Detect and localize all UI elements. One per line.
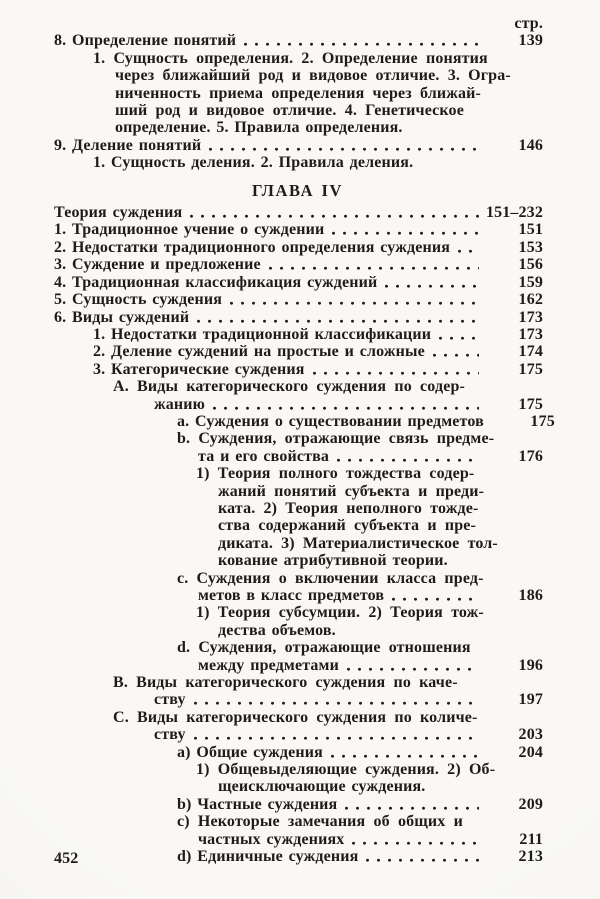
dot-leader [432,343,479,360]
toc-entry-line [52,85,543,102]
header-spacer [59,15,479,32]
toc-page-number: 209 [518,795,543,813]
toc-entry-text: метов в класс предметов [198,587,385,604]
dot-leader [268,256,479,273]
toc-entry-line [52,154,543,171]
toc-page-number: 151–232 [485,204,543,222]
toc-entry-text: B. Виды категорического суждения по каче- [113,674,458,692]
toc-entry-line [52,657,543,674]
dot-leader [330,744,479,761]
toc-entry-line [52,119,543,136]
toc-entry-line [52,761,543,778]
toc-page-number: 203 [518,726,543,744]
toc-entry-text: 3. Суждение и предложение [54,256,261,274]
toc-entry-text: 9. Деление понятий [54,136,202,154]
toc-entry-text: 1) Теория полного тождества содер- [196,465,475,483]
toc-entry-line [52,691,543,708]
dot-leader [243,32,479,49]
toc-entry-line [52,204,543,221]
dot-leader [344,796,479,813]
toc-page-number: 159 [518,273,543,291]
toc-entry-text: частных суждениях [198,830,345,848]
toc-entry-text: через ближайший род и видовое отличие. 3. Огра- [115,67,511,85]
toc-page-number: 156 [518,256,543,274]
toc-entry-line [52,848,543,865]
toc-entry-text: диката. 3) Материалистическое тол- [218,534,498,552]
dot-leader [312,361,479,378]
toc-page-number: 151 [518,221,543,239]
toc-entry-text: ший род и видовое отличие. 4. Генетическое [115,102,464,120]
toc-entry-line [52,570,543,587]
toc-entry-line [52,396,543,413]
toc-entry-text: 6. Виды суждений [54,308,190,326]
toc-page-number: 174 [518,343,543,361]
toc-page-number: 173 [518,325,543,343]
toc-page-number: 175 [518,395,543,413]
toc-entry-line [52,448,543,465]
toc-entry-text: ству [154,726,186,744]
toc-entry-text: d) Единичные суждения [177,848,359,866]
toc-entry-line [52,778,543,795]
toc-entry-text: жаний понятий субъекта и преди- [218,482,485,500]
toc-entry-text: 1. Сущность деления. 2. Правила деления. [93,154,414,172]
dot-leader [438,326,479,343]
toc-entry-text: b) Частные суждения [177,795,338,813]
toc-page-number: 175 [518,360,543,378]
toc-entry-line [52,483,543,500]
chapter-heading: ГЛАВА IV [252,180,343,200]
dot-leader [229,291,479,308]
dot-leader [384,274,479,291]
toc-page-number: 197 [518,691,543,709]
toc-entry-line [52,709,543,726]
toc-entry-text: ниченность приема определения через ближай- [115,84,481,102]
toc-entry-line [52,552,543,569]
toc-entry-text: 1) Общевыделяющие суждения. 2) Об- [196,761,496,779]
toc-entry-line [52,587,543,604]
toc-entry-text: жанию [154,395,206,413]
toc-entry-line [52,622,543,639]
toc-entry-text: C. Виды категорического суждения по количе- [113,708,478,726]
toc-page-number: 162 [518,291,543,309]
toc-entry-line [52,412,555,430]
toc-entry-line [52,430,543,447]
toc-entry-line [52,221,543,238]
toc-entry-line [52,604,543,621]
dot-leader [457,239,479,256]
toc-entry-text: d. Суждения, отражающие отношения [177,639,471,657]
toc-entry-text: c. Суждения о включении класса пред- [177,569,484,587]
toc-entry-text: кование атрибутивной теории. [218,552,448,570]
toc-entry-line [52,309,543,326]
toc-entry-line [52,67,543,84]
toc-content [52,15,555,866]
dot-leader [391,587,479,604]
toc-entry-text: 1. Недостатки традиционной классификации [93,325,432,343]
toc-entry-text: 8. Определение понятий [54,32,237,50]
toc-entry-line [52,50,543,67]
toc-entry-text: 1) Теория субсумции. 2) Теория тож- [196,604,484,622]
toc-entry-text: c) Некоторые замечания об общих и [177,813,463,831]
toc-entry-line [52,291,543,308]
toc-page-number: 173 [518,308,543,326]
toc-page-number: 146 [518,136,543,154]
toc-entry-text: 1. Традиционное учение о суждении [54,221,325,239]
toc-page-number: 153 [518,238,543,256]
toc-entry-line [52,744,543,761]
toc-entry-text: 1. Сущность определения. 2. Определение понятия [93,49,488,67]
toc-entry-text: Теория суждения [54,204,183,222]
dot-leader [208,137,479,154]
toc-entry-text: ству [154,691,186,709]
toc-entry-line [52,326,543,343]
dot-leader [346,657,479,674]
toc-entry-text: a) Общие суждения [177,743,323,761]
toc-entry-line [52,517,543,534]
toc-entry-line [52,726,543,743]
toc-entry-text: А. Виды категорического суждения по содер- [113,378,465,396]
toc-entry-text: 2. Деление суждений на простые и сложные [93,343,425,361]
toc-entry-line [52,674,543,691]
toc-entry-line [52,102,543,119]
toc-page-number: 186 [518,587,543,604]
toc-entry-line [52,274,543,291]
toc-entry-line [52,239,543,256]
dot-leader [336,448,479,465]
toc-entry-text: ства содержаний субъекта и пре- [218,517,476,535]
toc-entry-text: между предметами [198,656,339,674]
dot-leader [331,221,479,238]
dot-leader [351,831,479,848]
table-of-contents [52,32,555,866]
toc-entry-line [52,535,543,552]
toc-page-number: 211 [519,830,543,848]
folio-page-number: 452 [54,850,79,867]
toc-page-number: 204 [518,743,543,761]
toc-entry-text: ката. 2) Теория неполного тожде- [218,499,479,517]
toc-entry-line [52,813,543,830]
toc-entry-text: та и его свойства [198,447,330,465]
toc-entry-text: a. Суждения о существовании предметов [177,412,484,430]
toc-page-number: 139 [518,32,543,50]
toc-entry-text: определение. 5. Правила определения. [115,119,403,137]
toc-entry-line [52,378,543,395]
toc-entry-line [52,137,543,154]
toc-entry-text: дества объемов. [218,621,336,639]
dot-leader [193,726,479,743]
toc-entry-text: 3. Категорические суждения [93,360,305,378]
toc-page-number: 196 [518,656,543,674]
toc-entry-line [52,343,543,360]
toc-entry-line [52,256,543,273]
toc-entry-text: 4. Традиционная классификация суждений [54,273,378,291]
toc-entry-line [52,831,543,848]
dot-leader [212,396,479,413]
page-column-header: стр. [514,15,543,32]
toc-page-number: 176 [518,447,543,465]
toc-entry-line [52,796,543,813]
dot-leader [193,691,479,708]
dot-leader [365,848,479,865]
dot-leader [196,309,479,326]
toc-entry-line [52,361,543,378]
toc-entry-line [52,465,543,482]
toc-entry-text: 5. Сущность суждения [54,291,223,309]
toc-entry-line [52,639,543,656]
page-column-header-row [52,15,543,32]
toc-entry-line [52,32,543,49]
toc-entry-text: b. Суждения, отражающие связь предме- [177,430,495,448]
toc-entry-text: 2. Недостатки традиционного определения суждения [54,238,451,256]
toc-entry-line [52,500,543,517]
dot-leader [189,204,479,221]
toc-entry-text: щеисключающие суждения. [218,778,426,796]
toc-page-number: 213 [518,848,543,866]
toc-page-number: 175 [530,412,555,430]
